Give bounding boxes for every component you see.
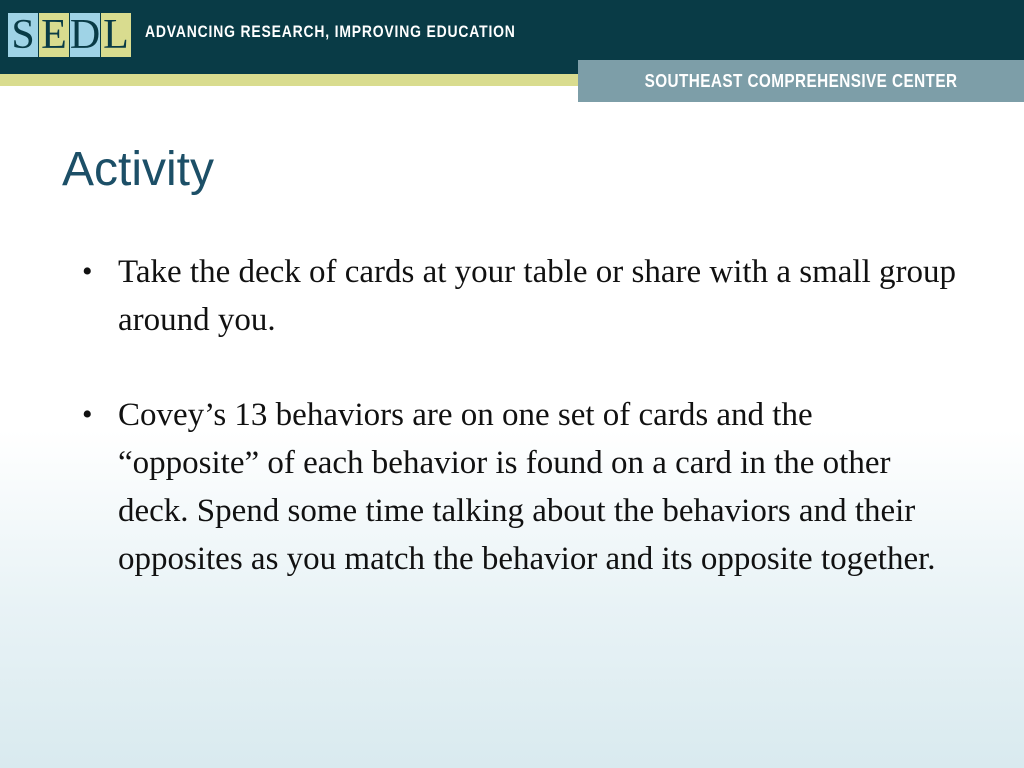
bullet-item <box>80 391 960 583</box>
center-name-band <box>578 60 1024 102</box>
bullet-marker: • <box>82 255 93 288</box>
tagline-text: ADVANCING RESEARCH, IMPROVING EDUCATION <box>145 22 516 41</box>
header-accent-bar <box>0 74 580 86</box>
bullet-list <box>80 248 960 630</box>
header-tagline <box>145 22 597 52</box>
center-name-text: SOUTHEAST COMPREHENSIVE CENTER <box>644 70 958 91</box>
slide-title: Activity <box>62 143 215 196</box>
bullet-marker: • <box>82 398 93 431</box>
logo-letter-e: E <box>39 13 69 57</box>
bullet-text: Take the deck of cards at your table or share with a small group around you. <box>118 254 956 338</box>
bullet-text: Covey’s 13 behaviors are on one set of cards and the “opposite” of each behavior is found on a card in the other deck. Spend some time talking about the behaviors and their opposites as you match the behavior and its opposite together. <box>118 397 936 577</box>
sedl-logo <box>8 12 132 58</box>
logo-letter-l: L <box>101 13 131 57</box>
bullet-item <box>80 248 960 344</box>
logo-letter-s: S <box>8 13 38 57</box>
logo-letter-d: D <box>69 12 101 58</box>
